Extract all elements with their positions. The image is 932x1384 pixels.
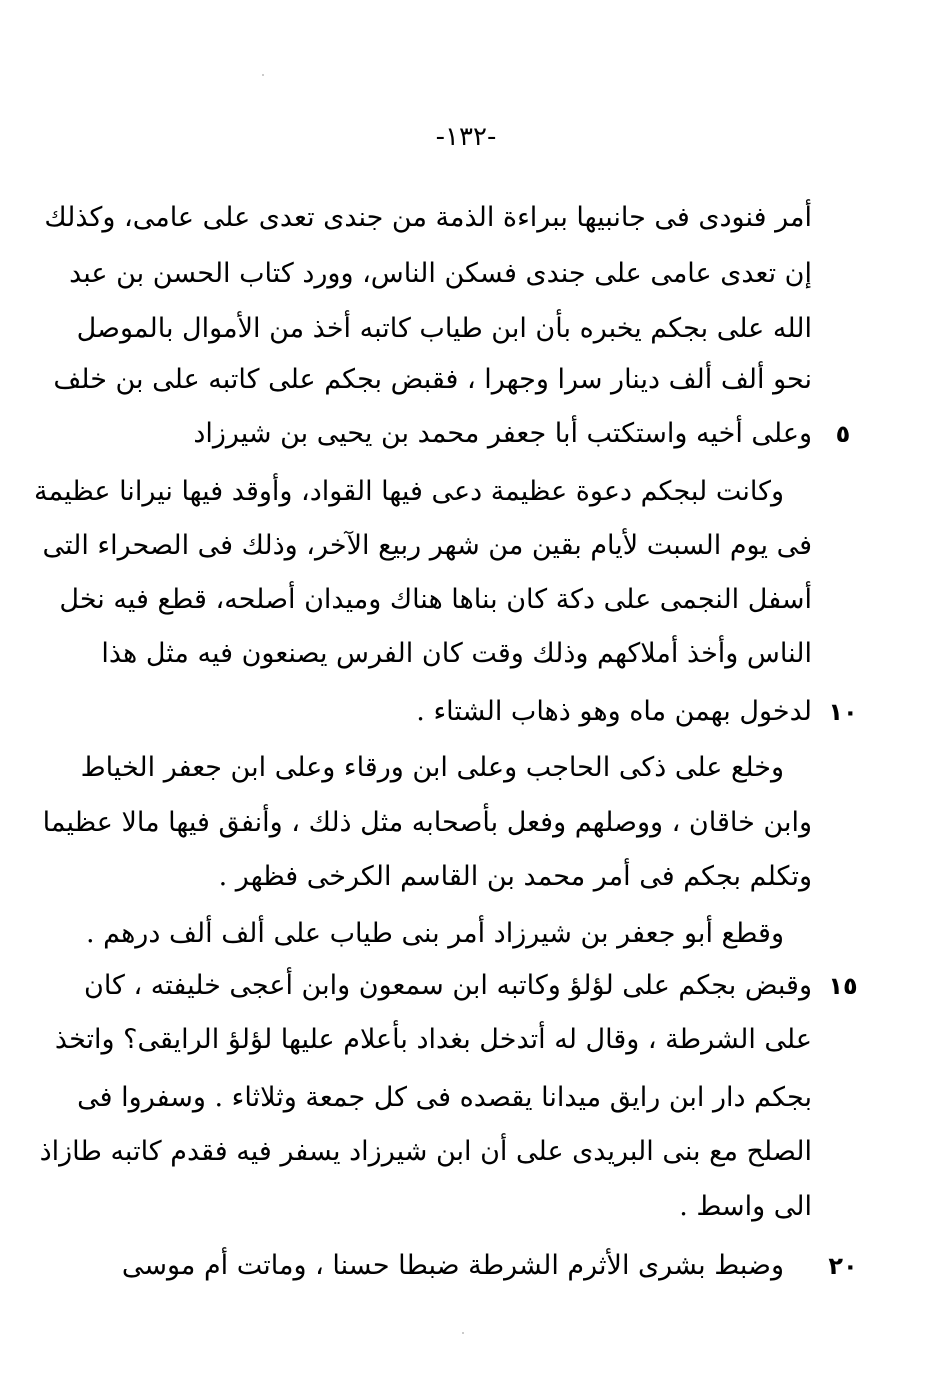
margin-line-number: ١٥ <box>828 972 858 1000</box>
text-line: لدخول بهمن ماه وهو ذهاب الشتاء . <box>416 696 812 727</box>
text-line: فى يوم السبت لأيام بقين من شهر ربيع الآخر، وذلك فى الصحراء التى <box>42 530 812 561</box>
text-line: بجكم دار ابن رايق ميدانا يقصده فى كل جمعة وثلاثاء . وسفروا فى <box>77 1082 812 1113</box>
text-line: وخلع على ذكى الحاجب وعلى ابن ورقاء وعلى ابن جعفر الخياط <box>80 752 784 783</box>
page-number: -١٣٢- <box>435 122 497 152</box>
text-line: وكانت لبجكم دعوة عظيمة دعى فيها القواد، وأوقد فيها نيرانا عظيمة <box>34 476 784 507</box>
margin-line-number: ١٠ <box>828 698 858 726</box>
text-line: وضبط بشرى الأثرم الشرطة ضبطا حسنا ، وماتت أم موسى <box>121 1250 784 1281</box>
text-line: وتكلم بجكم فى أمر محمد بن القاسم الكرخى فظهر . <box>218 861 812 892</box>
text-line: الى واسط . <box>679 1191 812 1222</box>
text-line: الصلح مع بنى البريدى على أن ابن شيرزاد يسفر فيه فقدم كاتبه طازاذ <box>39 1136 812 1167</box>
margin-line-number: ٥ <box>835 420 851 448</box>
text-line: على الشرطة ، وقال له أتدخل بغداد بأعلام عليها لؤلؤ الرايقى؟ واتخذ <box>54 1024 812 1055</box>
text-line: الناس وأخذ أملاكهم وذلك وقت كان الفرس يصنعون فيه مثل هذا <box>101 638 812 669</box>
text-line: وعلى أخيه واستكتب أبا جعفر محمد بن يحيى بن شيرزاد <box>193 418 812 449</box>
text-line: إن تعدى عامى على جندى فسكن الناس، وورد كتاب الحسن بن عبد <box>69 258 812 289</box>
text-line: الله على بجكم يخبره بأن ابن طياب كاتبه أخذ من الأموال بالموصل <box>76 313 812 344</box>
text-line: وابن خاقان ، ووصلهم وفعل بأصحابه مثل ذلك ، وأنفق فيها مالا عظيما <box>42 807 812 838</box>
paper-speck <box>262 74 264 76</box>
text-line: أمر فنودى فى جانبيها ببراءة الذمة من جندى تعدى على عامى، وكذلك <box>44 202 812 233</box>
text-line: وقطع أبو جعفر بن شيرزاد أمر بنى طياب على ألف ألف درهم . <box>85 918 784 949</box>
text-line: نحو ألف ألف دينار سرا وجهرا ، فقبض بجكم على كاتبه على بن خلف <box>53 364 812 395</box>
text-line: أسفل النجمى على دكة كان بناها هناك وميدان أصلحه، قطع فيه نخل <box>59 584 812 615</box>
margin-line-number: ٢٠ <box>828 1252 858 1280</box>
text-line: وقبض بجكم على لؤلؤ وكاتبه ابن سمعون وابن أعجى خليفته ، كان <box>84 970 812 1001</box>
paper-speck <box>462 1332 464 1334</box>
